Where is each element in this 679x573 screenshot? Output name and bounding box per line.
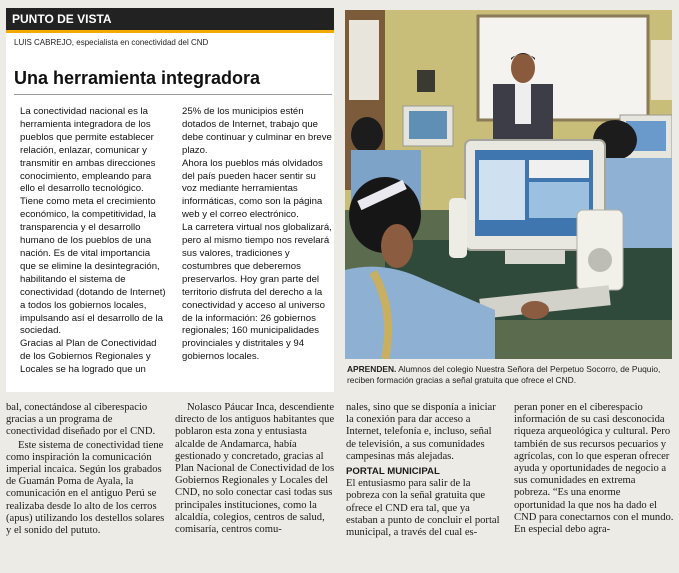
byline xyxy=(14,38,334,47)
opinion-paragraph: La carretera virtual nos globalizará, pero al mismo tiempo nos revelará sus valores, tradiciones y costumbres que deberemos preservarlos. Hoy gran parte del territorio disfruta del derecho a la conectividad y acceso al universo de la información: 26 gobiernos regionales; 160 municipalidades provinciales y distritales y 94 gobiernos locales. xyxy=(182,222,332,363)
opinion-headline: Una herramienta integradora xyxy=(14,68,261,88)
article-column-2 xyxy=(175,402,335,537)
section-kicker: PUNTO DE VISTA xyxy=(6,8,334,30)
article-paragraph: El entusiasmo para salir de la pobreza con la señal gratuita que ofrece el CND era tal, que ya estaban a punto de concluir el portal municipal, a través del cual es- xyxy=(346,478,500,539)
opinion-box xyxy=(6,8,334,392)
opinion-paragraph: 25% de los municipios estén dotados de Internet, trabajo que debe continuar y culminar en breve plazo. xyxy=(182,106,332,156)
article-column-4 xyxy=(514,402,674,537)
caption-lead: APRENDEN. xyxy=(347,364,397,374)
kicker-accent-bar xyxy=(6,30,334,33)
opinion-column-1 xyxy=(20,106,168,377)
article-paragraph: bal, conectándose al ciberespacio gracias a un programa de conectividad diseñado por el CND. xyxy=(6,402,156,438)
byline-author: LUIS CABREJO, xyxy=(14,38,75,47)
article-column-3 xyxy=(346,402,504,540)
article-paragraph: Este sistema de conectividad tiene como inspiración la comunicación imperial incaica. Según los grabados de Guamán Poma de Ayala, la comunicación en el antiguo Perú se realizaba desde lo alto de los cerros (apus) utilizando los destellos solares y el sonido del pututo. xyxy=(6,439,165,537)
opinion-paragraph: Ahora los pueblos más olvidados del país pueden hacer sentir su voz mediante herramientas informáticas, como son la página web y el correo electrónico. xyxy=(182,157,323,221)
article-paragraph: Nolasco Páucar Inca, descendiente directo de los antiguos habitantes que poblaron esta zona y entusiasta alcalde de Andamarca, había gestionado y concretado, gracias al Plan Nacional de Conectividad de los Gobiernos Regionales y Locales del CND, no solo conectar casi todas sus principales instituciones, como la alcaldía, colegios, centros de salud, comisaría, centros comu- xyxy=(175,402,335,536)
article-paragraph: nales, sino que se disponía a iniciar la conexión para dar acceso a Internet, telefonía e, incluso, señal de televisión, a sus comunidades campesinas más alejadas. xyxy=(346,402,496,462)
article-paragraph: peran poner en el ciberespacio información de su casi desconocida riqueza arqueológica y cultural. Pero también de sus recursos pecuarios y agrícolas, con lo que esperan ofrecer ayuda y oportunidades de negocio a sus comunidades en extrema pobreza. “Es una enorme oportunidad la que nos ha dado el CND para conectarnos con el mundo. En especial debo agra- xyxy=(514,402,674,536)
opinion-paragraph: La conectividad nacional es la herramienta integradora de los pueblos que permite establecer relación, enlazar, comunicar y transmitir en ambas direcciones conocimiento, empleando para ello el desarrollo tecnológico. Tiene como meta el crecimiento económico, la competitividad, la transparencia y el desarrollo humano de los pueblos de una nación. Es de vital importancia que se elimine la desintegración, habilitando el sistema de conectividad (dotando de Internet) a todos los gobiernos locales, impulsando así el desarrollo de la sociedad. xyxy=(20,106,166,337)
article-subhead: PORTAL MUNICIPAL xyxy=(346,466,440,478)
classroom-photo xyxy=(345,10,672,359)
caption-text: Alumnos del colegio Nuestra Señora del Perpetuo Socorro, de Puquio, reciben formación gracias a señal gratuita que ofrece el CND. xyxy=(347,364,661,385)
opinion-column-2 xyxy=(182,106,332,364)
byline-role: especialista en conectividad del CND xyxy=(74,38,209,47)
photo-caption xyxy=(347,364,673,386)
opinion-paragraph: Gracias al Plan de Conectividad de los Gobiernos Regionales y Locales se ha logrado que un xyxy=(20,338,157,376)
article-column-1 xyxy=(6,402,166,538)
headline-divider xyxy=(14,94,332,95)
